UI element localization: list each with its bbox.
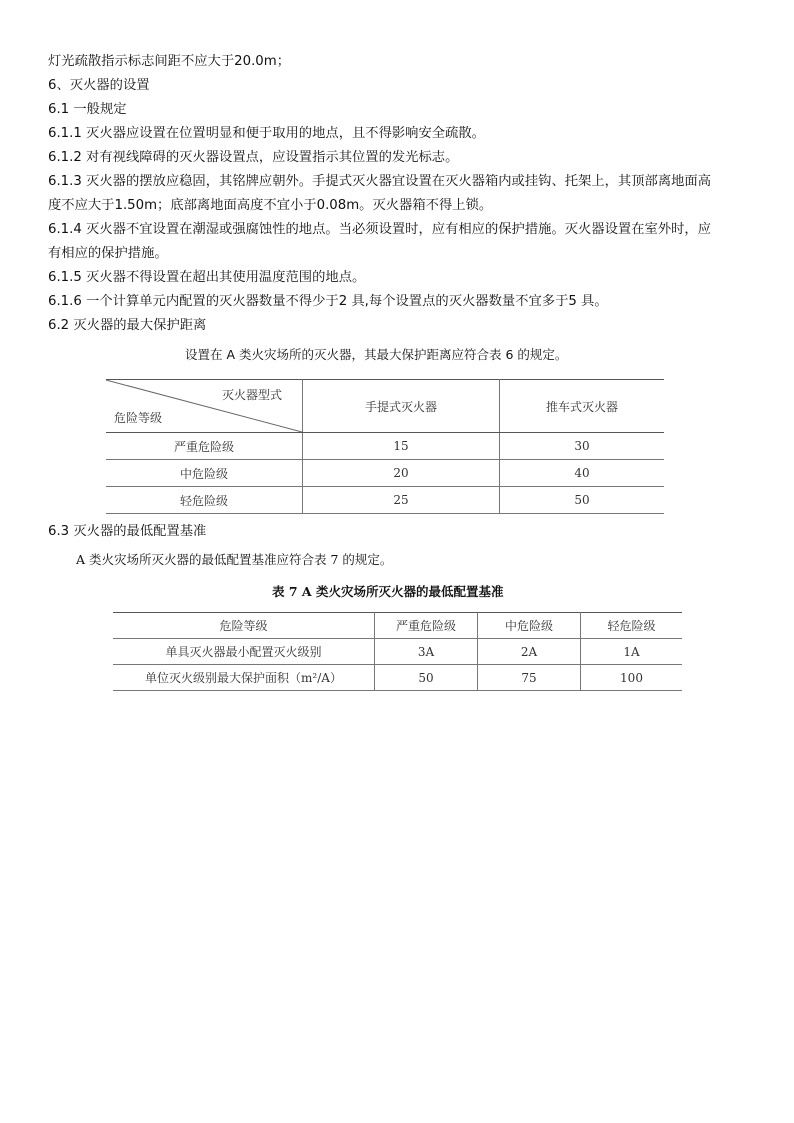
heading-section-6: 6、灭火器的设置 <box>48 78 150 93</box>
table6-portable-value: 15 <box>303 433 500 460</box>
paragraph-6-1-3-line1: 6.1.3 灭火器的摆放应稳固，其铭牌应朝外。手提式灭火器宜设置在灭火器箱内或挂钩、托架上，其顶部离地面高 <box>48 174 712 189</box>
table6-col-portable: 手提式灭火器 <box>303 380 500 433</box>
table7-header-row <box>113 613 682 639</box>
table7-cell: 3A <box>375 639 478 665</box>
table6-portable-value: 20 <box>303 460 500 487</box>
table7-cell: 1A <box>581 639 683 665</box>
table6-corner-level-label: 危险等级 <box>114 411 163 425</box>
table6-caption: 设置在 A 类火灾场所的灭火器，其最大保护距离应符合表 6 的规定。 <box>185 347 568 362</box>
heading-6-3: 6.3 灭火器的最低配置基准 <box>48 524 207 539</box>
table7-header-cell: 严重危险级 <box>375 613 478 639</box>
table7-title: 表 7 A 类火灾场所灭火器的最低配置基准 <box>272 584 504 599</box>
table7-cell: 50 <box>375 665 478 691</box>
table-row <box>106 487 664 514</box>
table6-level: 严重危险级 <box>106 433 303 460</box>
table6-corner-type-label: 灭火器型式 <box>221 388 282 402</box>
table6-corner-cell <box>106 380 303 433</box>
table6-header-row <box>106 380 664 433</box>
heading-6-1: 6.1 一般规定 <box>48 102 127 117</box>
paragraph-evacuation-sign-spacing: 灯光疏散指示标志间距不应大于20.0m； <box>48 54 291 69</box>
table7-cell: 2A <box>478 639 581 665</box>
table-row <box>113 665 682 691</box>
paragraph-6-1-6: 6.1.6 一个计算单元内配置的灭火器数量不得少于2 具,每个设置点的灭火器数量不宜多于5 具。 <box>48 294 608 309</box>
table6-portable-value: 25 <box>303 487 500 514</box>
table6-col-wheeled: 推车式灭火器 <box>500 380 665 433</box>
table7-intro: A 类火灾场所灭火器的最低配置基准应符合表 7 的规定。 <box>76 552 393 567</box>
paragraph-6-1-4-line1: 6.1.4 灭火器不宜设置在潮湿或强腐蚀性的地点。当必须设置时，应有相应的保护措施。灭火器设置在室外时，应 <box>48 222 712 237</box>
table-row <box>106 433 664 460</box>
table6-wheeled-value: 30 <box>500 433 665 460</box>
table-row <box>113 639 682 665</box>
table-row <box>106 460 664 487</box>
table6-wheeled-value: 50 <box>500 487 665 514</box>
table7-header-cell: 危险等级 <box>113 613 375 639</box>
paragraph-6-1-4-line2: 有相应的保护措施。 <box>48 246 168 261</box>
max-protection-distance-table <box>106 379 664 514</box>
table7-cell: 100 <box>581 665 683 691</box>
table7-cell: 75 <box>478 665 581 691</box>
table7-header-cell: 中危险级 <box>478 613 581 639</box>
heading-6-2: 6.2 灭火器的最大保护距离 <box>48 318 207 333</box>
minimum-configuration-table <box>113 612 682 691</box>
table7-header-cell: 轻危险级 <box>581 613 683 639</box>
paragraph-6-1-5: 6.1.5 灭火器不得设置在超出其使用温度范围的地点。 <box>48 270 366 285</box>
paragraph-6-1-2: 6.1.2 对有视线障碍的灭火器设置点，应设置指示其位置的发光标志。 <box>48 150 459 165</box>
table6-wheeled-value: 40 <box>500 460 665 487</box>
paragraph-6-1-3-line2: 度不应大于1.50m；底部离地面高度不宜小于0.08m。灭火器箱不得上锁。 <box>48 198 493 213</box>
table7-row-label: 单位灭火级别最大保护面积（m²/A） <box>113 665 375 691</box>
table7-row-label: 单具灭火器最小配置灭火级别 <box>113 639 375 665</box>
paragraph-6-1-1: 6.1.1 灭火器应设置在位置明显和便于取用的地点，且不得影响安全疏散。 <box>48 126 485 141</box>
table6-level: 中危险级 <box>106 460 303 487</box>
table6-level: 轻危险级 <box>106 487 303 514</box>
